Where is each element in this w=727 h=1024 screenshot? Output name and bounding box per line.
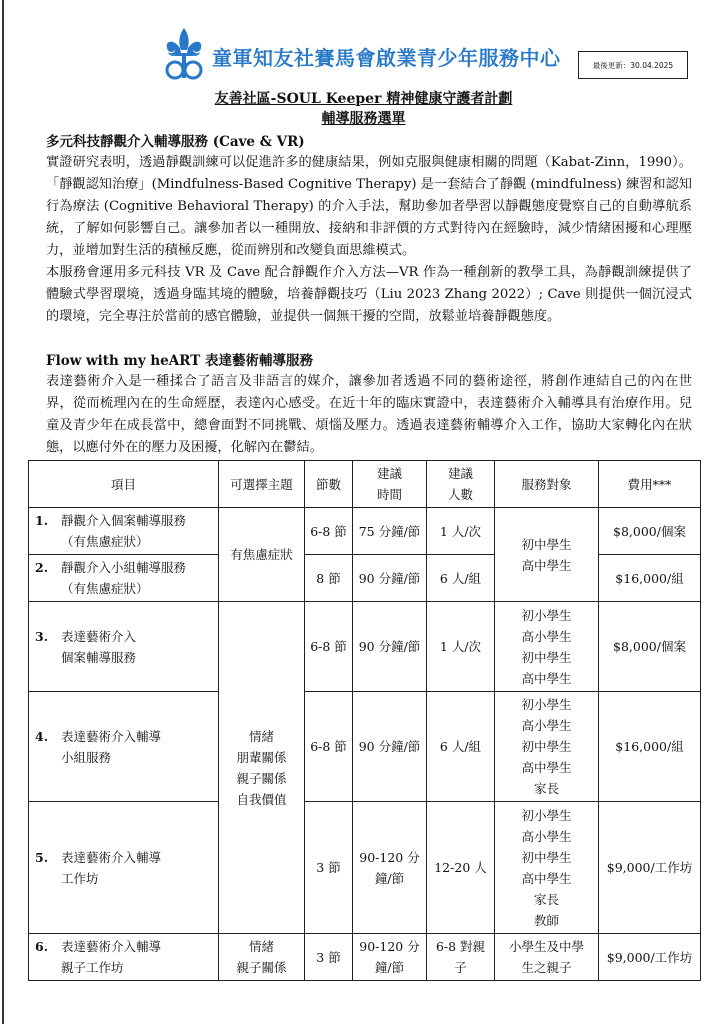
row-time: 90-120 分 鐘/節 (353, 934, 427, 981)
row-time: 90 分鐘/節 (353, 692, 427, 802)
row-target: 初中學生 高中學生 (495, 508, 599, 602)
row-target: 初小學生 高小學生 初中學生 高中學生 家長 教師 (495, 802, 599, 934)
header (0, 22, 727, 92)
section-mindfulness-heading: 多元科技靜觀介入輔導服務 (Cave & VR) (46, 134, 305, 150)
row-item (29, 508, 219, 555)
row-target: 初小學生 高小學生 初中學生 高中學生 (495, 602, 599, 692)
header-theme: 可選擇主題 (219, 461, 305, 508)
row-people: 1 人/次 (427, 508, 495, 555)
header-item: 項目 (29, 461, 219, 508)
row-time: 75 分鐘/節 (353, 508, 427, 555)
row-name: 表達藝術介入 個案輔導服務 (61, 628, 137, 665)
row-number: 3. (35, 628, 49, 644)
row-name: 表達藝術介入輔導 工作坊 (61, 849, 162, 886)
table-row (29, 508, 701, 555)
row-people: 12-20 人 (427, 802, 495, 934)
table-row (29, 555, 701, 602)
row-time: 90-120 分 鐘/節 (353, 802, 427, 934)
row-time: 90 分鐘/節 (353, 555, 427, 602)
row-number: 6. (35, 939, 49, 954)
row-number: 4. (35, 728, 49, 744)
row-name: 靜觀介入小組輔導服務 （有焦慮症狀） (61, 560, 187, 596)
row-people: 6-8 對親 子 (427, 934, 495, 981)
row-number: 1. (35, 513, 49, 528)
row-sessions: 6-8 節 (305, 508, 353, 555)
menu-title: 輔導服務選單 (321, 111, 406, 127)
section-art (46, 349, 692, 459)
row-people: 6 人/組 (427, 692, 495, 802)
section-art-heading: Flow with my heART 表達藝術輔導服務 (46, 353, 313, 369)
header-people: 建議 人數 (427, 461, 495, 508)
row-sessions: 3 節 (305, 934, 353, 981)
row-theme: 情緒 親子關係 (219, 934, 305, 981)
row-fee: $9,000/工作坊 (599, 934, 701, 981)
row-theme: 有焦慮症狀 (219, 508, 305, 602)
row-sessions: 3 節 (305, 802, 353, 934)
last-updated-box: 最後更新：30.04.2025 (578, 51, 688, 79)
page-left-border (2, 0, 4, 1024)
section-art-para: 表達藝術介入是一種揉合了語言及非語言的媒介，讓參加者透過不同的藝術途徑，將創作連結自己的內在世界，從而梳理內在的生命經歷，表達內心感受。在近十年的臨床實證中，表達藝術介入輔導具有治療作用。兒童及青少年在成長當中，總會面對不同挑戰、煩惱及壓力。透過表達藝術輔導介入工作，協助大家轉化內在狀態，以應付外在的壓力及困擾，化解內在鬱結。 (46, 374, 692, 455)
row-time: 90 分鐘/節 (353, 602, 427, 692)
row-fee: $8,000/個案 (599, 602, 701, 692)
header-time: 建議 時間 (353, 461, 427, 508)
row-number: 2. (35, 560, 49, 575)
org-name: 童軍知友社賽馬會啟業青少年服務中心 (212, 46, 561, 70)
row-fee: $9,000/工作坊 (599, 802, 701, 934)
section-mindfulness-para1: 實證研究表明，透過靜觀訓練可以促進許多的健康結果，例如克服與健康相關的問題（Kabat-Zinn，1990）。「靜觀認知治療」(Mindfulness-Based Cognitive Therapy) 是一套結合了靜觀 (mindfulness) 練習和認知行為療法 (Cognitive Behavioral Therapy) 的介入手法，幫助參加者學習以靜觀態度覺察自己的自動導航系統，了解如何影響自己。讓參加者以一種開放、接納和非評價的方式對待內在經驗時，減少情緒困擾和心理壓力，並增加對生活的積極反應，從而辨別和改變負面思維模式。 (46, 155, 692, 258)
row-item (29, 555, 219, 602)
row-name: 表達藝術介入輔導 小組服務 (61, 728, 162, 765)
row-sessions: 8 節 (305, 555, 353, 602)
row-theme: 情緒 朋輩關係 親子關係 自我價值 (219, 602, 305, 934)
row-target: 小學生及中學 生之親子 (495, 934, 599, 981)
row-item (29, 934, 219, 981)
table-row (29, 602, 701, 692)
row-sessions: 6-8 節 (305, 602, 353, 692)
header-sessions: 節數 (305, 461, 353, 508)
row-name: 靜觀介入個案輔導服務 （有焦慮症狀） (61, 513, 187, 549)
scout-fleur-de-lis-logo-icon (162, 26, 206, 82)
section-mindfulness-para2: 本服務會運用多元科技 VR 及 Cave 配合靜觀作介入方法—VR 作為一種創新的教學工具，為靜觀訓練提供了體驗式學習環境，透過身臨其境的體驗，培養靜觀技巧（Liu 2023 Zhang 2022）; Cave 則提供一個沉浸式的環境，完全專注於當前的感官體驗，並提供一個無干擾的空間，放鬆並培養靜觀態度。 (46, 265, 692, 324)
row-number: 5. (35, 849, 49, 865)
section-mindfulness (46, 130, 692, 328)
table-row (29, 802, 701, 934)
service-table (28, 460, 701, 981)
row-fee: $8,000/個案 (599, 508, 701, 555)
row-fee: $16,000/組 (599, 692, 701, 802)
row-fee: $16,000/組 (599, 555, 701, 602)
row-sessions: 6-8 節 (305, 692, 353, 802)
table-row (29, 934, 701, 981)
row-item (29, 802, 219, 934)
row-item (29, 692, 219, 802)
row-people: 6 人/組 (427, 555, 495, 602)
row-item (29, 602, 219, 692)
row-target: 初小學生 高小學生 初中學生 高中學生 家長 (495, 692, 599, 802)
header-fee: 費用*** (599, 461, 701, 508)
header-target: 服務對象 (495, 461, 599, 508)
row-people: 1 人/次 (427, 602, 495, 692)
table-row (29, 692, 701, 802)
row-name: 表達藝術介入輔導 親子工作坊 (61, 939, 162, 975)
program-title: 友善社區-SOUL Keeper 精神健康守護者計劃 (214, 91, 513, 107)
table-header-row (29, 461, 701, 508)
